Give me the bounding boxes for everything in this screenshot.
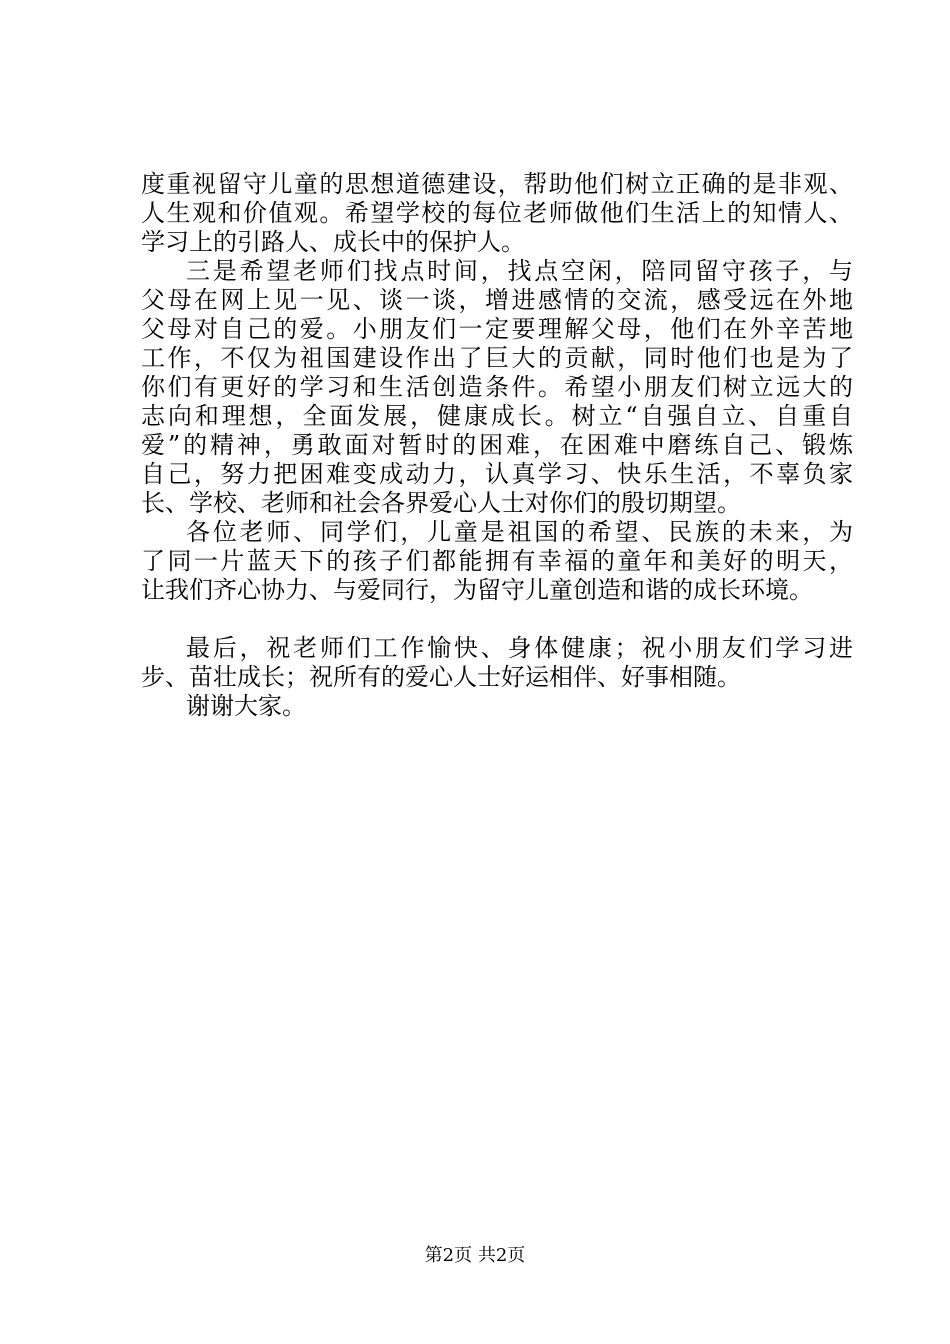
text-line: 步、苗壮成长；祝所有的爱心人士好运相伴、好事相随。 bbox=[141, 663, 741, 691]
text-line: 人生观和价值观。希望学校的每位老师做他们生活上的知情人、 bbox=[141, 199, 853, 227]
text-line: 三是希望老师们找点时间，找点空闲，陪同留守孩子，与 bbox=[186, 257, 853, 285]
text-line: 自己，努力把困难变成动力，认真学习、快乐生活，不辜负家 bbox=[141, 460, 853, 488]
text-line: 谢谢大家。 bbox=[186, 692, 306, 720]
text-line: 各位老师、同学们，儿童是祖国的希望、民族的未来，为 bbox=[186, 518, 853, 546]
text-line: 父母对自己的爱。小朋友们一定要理解父母，他们在外辛苦地 bbox=[141, 315, 853, 343]
text-line: 度重视留守儿童的思想道德建设，帮助他们树立正确的是非观、 bbox=[141, 170, 853, 198]
text-line: 了同一片蓝天下的孩子们都能拥有幸福的童年和美好的明天， bbox=[141, 547, 853, 575]
text-line: 爱”的精神，勇敢面对暂时的困难，在困难中磨练自己、锻炼 bbox=[141, 431, 853, 459]
text-line: 最后，祝老师们工作愉快、身体健康；祝小朋友们学习进 bbox=[186, 634, 853, 662]
text-line: 工作，不仅为祖国建设作出了巨大的贡献，同时他们也是为了 bbox=[141, 344, 853, 372]
text-line: 学习上的引路人、成长中的保护人。 bbox=[141, 228, 525, 256]
page-footer: 第2页 共2页 bbox=[424, 1245, 526, 1266]
paragraph-spacer bbox=[141, 605, 853, 634]
text-line: 父母在网上见一见、谈一谈，增进感情的交流，感受远在外地 bbox=[141, 286, 853, 314]
text-line: 志向和理想，全面发展，健康成长。树立“自强自立、自重自 bbox=[141, 402, 853, 430]
document-body bbox=[141, 170, 853, 721]
text-line: 长、学校、老师和社会各界爱心人士对你们的殷切期望。 bbox=[141, 489, 741, 517]
text-line: 让我们齐心协力、与爱同行，为留守儿童创造和谐的成长环境。 bbox=[141, 576, 813, 604]
text-line: 你们有更好的学习和生活创造条件。希望小朋友们树立远大的 bbox=[141, 373, 853, 401]
